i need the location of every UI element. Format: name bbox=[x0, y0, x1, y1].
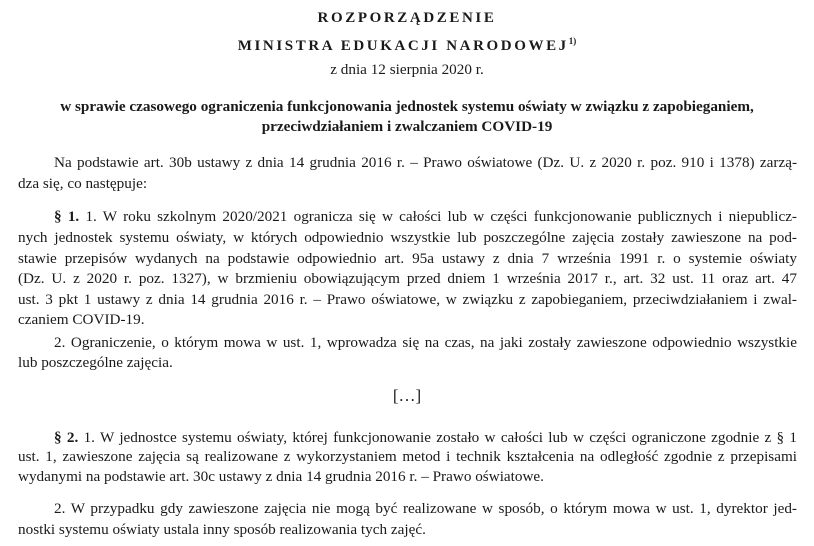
ministry-name: MINISTRA EDUKACJI NARODOWEJ bbox=[237, 38, 569, 54]
subject-line1: w sprawie czasowego ograniczenia funkcjonowania jednostek systemu oświaty w związku z zapobieganiem, bbox=[60, 98, 754, 115]
section1-line3: stawie przepisów wydanych na podstawie odpowiednio art. 95a ustawy z dnia 7 września 1991 r. o systemie oświaty bbox=[18, 250, 797, 267]
preamble-line1: Na podstawie art. 30b ustawy z dnia 14 grudnia 2016 r. – Prawo oświatowe (Dz. U. z 2020 r. poz. 910 i 1378) zarzą- bbox=[54, 154, 797, 171]
title-text: ROZPORZĄDZENIE bbox=[317, 10, 497, 26]
section2-text: 1. W jednostce systemu oświaty, której funkcjonowanie zostało w całości lub w części ograniczone zgodnie z § 1 bbox=[78, 429, 797, 446]
section2-line3: wydanymi na podstawie art. 30c ustawy z dnia 14 grudnia 2016 r. – Prawo oświatowe. bbox=[18, 468, 544, 485]
section2-para2-line2: nostki systemu oświaty ustala inny sposób realizowania tych zajęć. bbox=[18, 521, 426, 538]
section1-line4: (Dz. U. z 2020 r. poz. 1327), w brzmieniu obowiązującym przed dniem 1 września 2017 r., art. 32 ust. 11 oraz art. 47 bbox=[18, 270, 797, 287]
footnote-mark[interactable]: 1) bbox=[568, 36, 577, 46]
section1-line1 bbox=[54, 207, 797, 227]
section2-line1 bbox=[54, 428, 797, 448]
section1-text: 1. W roku szkolnym 2020/2021 ogranicza się w całości lub w części funkcjonowanie publicznych i niepublicz- bbox=[79, 208, 797, 225]
title-line1 bbox=[0, 8, 814, 28]
section1-line5: ust. 3 pkt 1 ustawy z dnia 14 grudnia 2016 r. – Prawo oświatowe, w związku z zapobieganiem, przeciwdziałaniem i zwal- bbox=[18, 291, 797, 308]
section1-para2-line2: lub poszczególne zajęcia. bbox=[18, 354, 173, 371]
title-line2 bbox=[0, 31, 814, 56]
omission-mark: […] bbox=[392, 386, 422, 405]
section2-line2: ust. 1, zawieszone zajęcia są realizowane z wykorzystaniem metod i technik kształcenia na odległość zgodnie z przepisami bbox=[18, 448, 797, 465]
section1-mark: § 1. bbox=[54, 208, 80, 225]
subject-line2: przeciwdziałaniem i zwalczaniem COVID-19 bbox=[261, 118, 553, 135]
preamble-line2: dza się, co następuje: bbox=[18, 175, 148, 192]
document-date: z dnia 12 sierpnia 2020 r. bbox=[330, 61, 484, 78]
section1-para2-line1: 2. Ograniczenie, o którym mowa w ust. 1, wprowadza się na czas, na jaki zostały zawieszone odpowiednio wszystkie bbox=[54, 334, 797, 351]
section1-line2: nych jednostek systemu oświaty, w których odpowiednio wszystkie lub poszczególne zajęcia zostały zawieszone na pod- bbox=[18, 229, 797, 246]
section1-line6: czaniem COVID-19. bbox=[18, 311, 145, 328]
section2-mark: § 2. bbox=[54, 429, 79, 446]
section2-para2-line1: 2. W przypadku gdy zawieszone zajęcia nie mogą być realizowane w sposób, o którym mowa w ust. 1, dyrektor jed- bbox=[54, 500, 797, 517]
